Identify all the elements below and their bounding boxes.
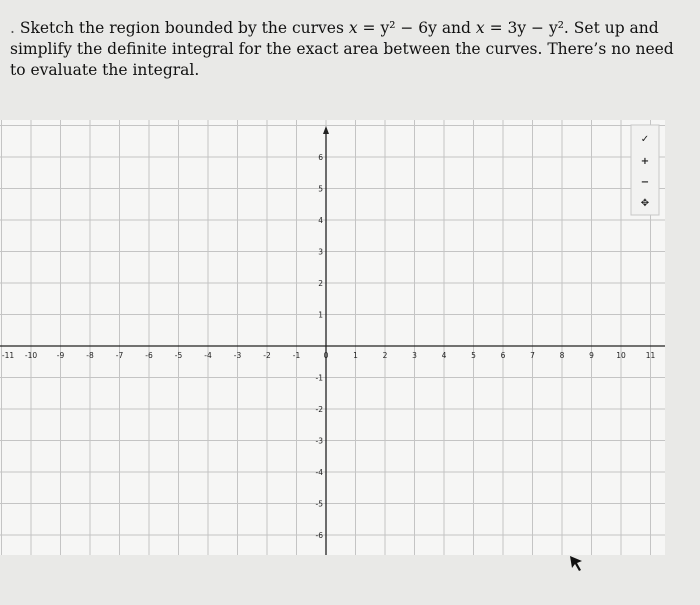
- y-tick-label: 5: [318, 184, 323, 194]
- pencil-curve-icon: ✓: [640, 134, 650, 145]
- x-tick-label: 9: [589, 351, 594, 360]
- y-tick-label: -6: [315, 531, 323, 540]
- curve-1-var: x: [348, 19, 358, 37]
- x-tick-label: -5: [174, 351, 183, 360]
- y-tick-label: 3: [318, 247, 323, 257]
- y-tick-label: 6: [318, 153, 323, 162]
- x-tick-label: 8: [559, 351, 565, 360]
- y-tick-label: -2: [315, 405, 323, 414]
- curve-1-equation: = y² − 6y: [357, 19, 437, 37]
- x-tick-label: -1: [292, 351, 301, 360]
- plus-icon: +: [640, 156, 650, 167]
- zoom-out-button[interactable]: [641, 177, 649, 188]
- question-text: [10, 18, 682, 81]
- question-rest: . Set up and simplify the definite integral for the exact area between the curves. There’s no need to evaluate the integral.: [10, 19, 674, 79]
- x-tick-label: 7: [530, 351, 535, 360]
- curve-tool-button[interactable]: [641, 134, 649, 145]
- x-tick-label: -9: [56, 351, 65, 360]
- x-tick-label: -10: [24, 351, 38, 360]
- y-tick-label: -4: [315, 468, 323, 477]
- x-tick-label: 0: [323, 351, 329, 360]
- x-tick-label: -7: [115, 351, 124, 360]
- fill-icon: ✥: [640, 198, 650, 209]
- x-tick-label: -8: [86, 351, 94, 360]
- y-tick-label: 1: [318, 310, 323, 320]
- x-tick-label: 4: [441, 351, 447, 360]
- minus-icon: −: [640, 177, 650, 188]
- x-tick-label: 5: [471, 351, 476, 360]
- question-and: and: [436, 19, 476, 37]
- x-tick-label: 2: [382, 351, 388, 360]
- x-tick-label: 6: [500, 351, 506, 360]
- curve-2-var: x: [475, 19, 485, 37]
- fill-tool-button[interactable]: [641, 198, 649, 209]
- x-tick-label: 11: [645, 351, 656, 360]
- x-tick-label: 10: [616, 351, 626, 360]
- y-tick-label: 2: [318, 279, 323, 288]
- x-tick-label: 3: [412, 351, 417, 360]
- curve-2-equation: = 3y − y²: [484, 19, 564, 37]
- x-tick-label: -3: [233, 351, 242, 360]
- y-tick-label: -3: [315, 436, 323, 446]
- x-tick-label: -6: [145, 351, 153, 360]
- x-tick-label: -4: [204, 351, 212, 360]
- y-tick-label: -1: [315, 373, 323, 383]
- x-tick-label: 1: [353, 351, 358, 360]
- graph-toolbar: [631, 125, 659, 215]
- y-tick-label: -5: [315, 499, 323, 509]
- question-intro: Sketch the region bounded by the curves: [19, 19, 349, 37]
- y-tick-label: 4: [318, 216, 323, 225]
- graph-background: [0, 120, 665, 555]
- x-tick-label: -2: [263, 351, 271, 360]
- x-tick-label: -11: [1, 351, 15, 360]
- zoom-in-button[interactable]: [641, 156, 649, 167]
- graph-canvas[interactable]: [0, 120, 700, 605]
- question-bullet: .: [10, 19, 15, 37]
- mouse-cursor-icon: [570, 556, 582, 571]
